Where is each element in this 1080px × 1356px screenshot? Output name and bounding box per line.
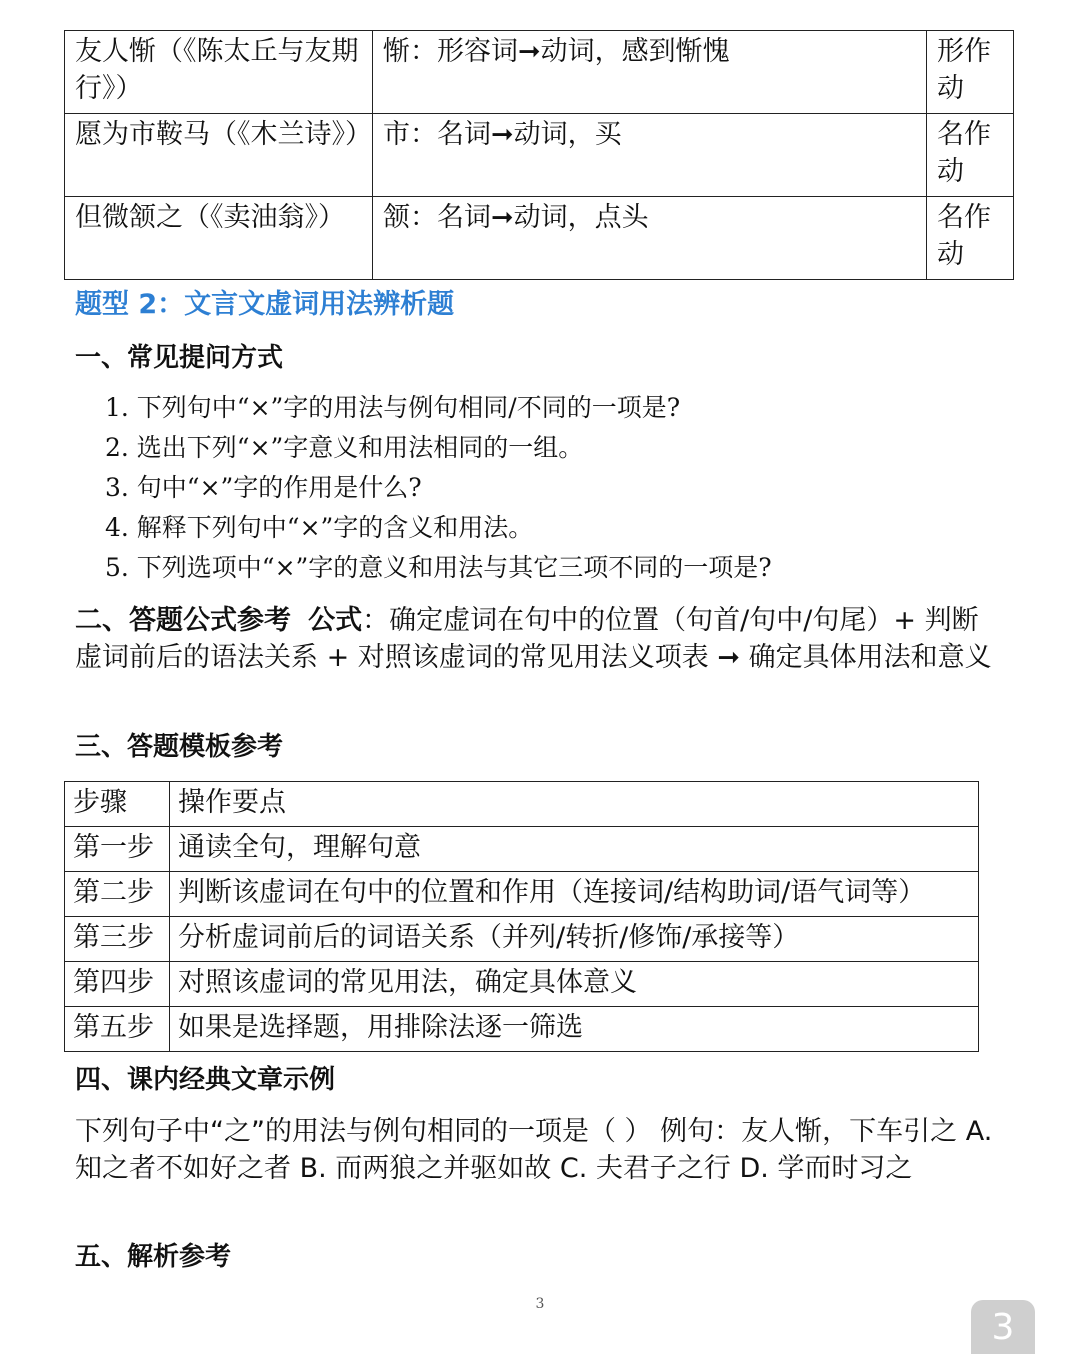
formula-label: 公式 (308, 605, 363, 636)
usage-type-cell: 形作动 (927, 31, 1014, 114)
section-heading-template: 三、答题模板参考 (75, 732, 284, 762)
page-number: 3 (535, 1296, 545, 1312)
table-row (65, 1007, 979, 1052)
step-cell: 第三步 (65, 917, 170, 962)
table-header-row (65, 782, 979, 827)
point-cell: 判断该虚词在句中的位置和作用（连接词/结构助词/语气词等） (170, 872, 979, 917)
step-cell: 第五步 (65, 1007, 170, 1052)
question-list (105, 388, 772, 588)
point-cell: 对照该虚词的常见用法，确定具体意义 (170, 962, 979, 1007)
word-usage-table (64, 30, 1014, 280)
step-cell: 第一步 (65, 827, 170, 872)
section-heading-formula: 二、答题公式参考 (75, 605, 291, 636)
list-item: 3. 句中“×”字的作用是什么? (105, 473, 422, 502)
example-sentence-cell: 但微颔之（《卖油翁》） (65, 197, 373, 280)
section-heading-questions: 一、常见提问方式 (75, 343, 284, 373)
list-item: 2. 选出下列“×”字意义和用法相同的一组。 (105, 433, 584, 462)
example-sentence-cell: 愿为市鞍马（《木兰诗》） (65, 114, 373, 197)
page-indicator-badge[interactable]: 3 (971, 1300, 1035, 1354)
explanation-cell: 颔：名词➞动词，点头 (373, 197, 927, 280)
step-cell: 第二步 (65, 872, 170, 917)
explanation-cell: 惭：形容词➞动词，感到惭愧 (373, 31, 927, 114)
point-cell: 分析虚词前后的词语关系（并列/转折/修饰/承接等） (170, 917, 979, 962)
steps-table (64, 781, 979, 1052)
step-header-cell: 步骤 (65, 782, 170, 827)
formula-paragraph (75, 603, 1005, 676)
section-heading-analysis: 五、解析参考 (75, 1242, 232, 1272)
point-header-cell: 操作要点 (170, 782, 979, 827)
table-row (65, 114, 1014, 197)
table-row (65, 872, 979, 917)
question-type-heading: 题型 2：文言文虚词用法辨析题 (75, 289, 455, 320)
list-item: 5. 下列选项中“×”字的意义和用法与其它三项不同的一项是? (105, 553, 772, 582)
section-heading-example: 四、课内经典文章示例 (75, 1065, 336, 1095)
table-row (65, 962, 979, 1007)
list-item: 4. 解释下列句中“×”字的含义和用法。 (105, 513, 534, 542)
table-row (65, 917, 979, 962)
table-row (65, 197, 1014, 280)
example-sentence-cell: 友人惭（《陈太丘与友期行》） (65, 31, 373, 114)
point-cell: 通读全句，理解句意 (170, 827, 979, 872)
point-cell: 如果是选择题，用排除法逐一筛选 (170, 1007, 979, 1052)
usage-type-cell: 名作动 (927, 114, 1014, 197)
table-row (65, 827, 979, 872)
step-cell: 第四步 (65, 962, 170, 1007)
usage-type-cell: 名作动 (927, 197, 1014, 280)
table-row (65, 31, 1014, 114)
formula-text: ：确定虚词在句中的位置（句首/句中/句尾）+ 判断虚词前后的语法关系 + 对照该虚词的常见用法义项表 ➞ 确定具体用法和意义 (75, 605, 992, 673)
explanation-cell: 市：名词➞动词，买 (373, 114, 927, 197)
example-paragraph: 下列句子中“之”的用法与例句相同的一项是（ ） 例句：友人惭，下车引之 A. 知之者不如好之者 B. 而两狼之并驱如故 C. 夫君子之行 D. 学而时习之 (75, 1116, 993, 1184)
list-item: 1. 下列句中“×”字的用法与例句相同/不同的一项是? (105, 393, 681, 422)
